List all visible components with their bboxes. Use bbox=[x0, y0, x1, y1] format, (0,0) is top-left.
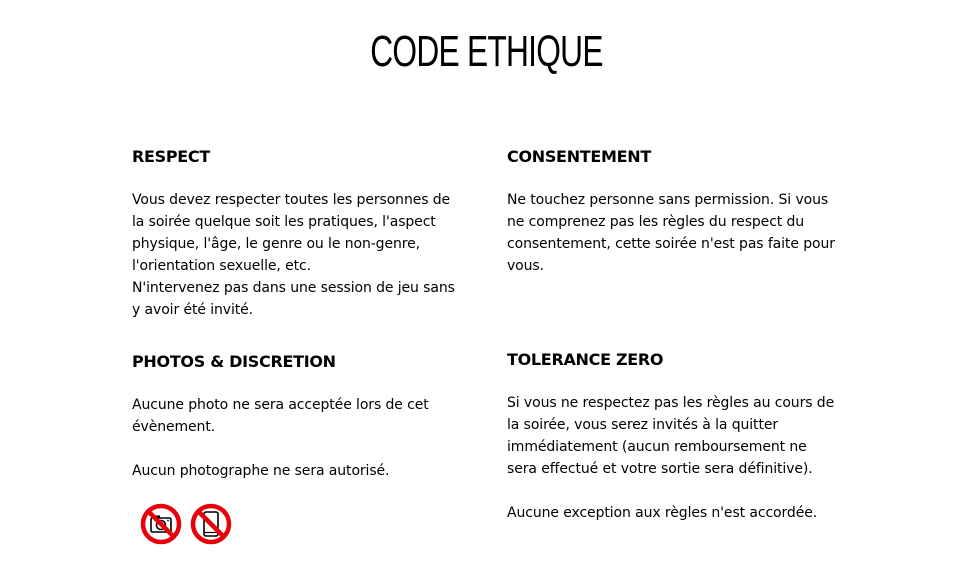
text-line: la soirée, vous serez invités à la quitter bbox=[507, 417, 779, 433]
section-photos bbox=[132, 352, 482, 482]
text-line: Vous devez respecter toutes les personnes de bbox=[132, 192, 451, 208]
section-heading: CONSENTEMENT bbox=[507, 147, 651, 166]
text-line: N'intervenez pas dans une session de jeu sans bbox=[132, 280, 455, 296]
section-heading: TOLERANCE ZERO bbox=[507, 350, 664, 369]
no-camera-icon bbox=[140, 503, 182, 545]
text-line: sera effectué et votre sortie sera définitive). bbox=[507, 461, 813, 477]
text-line: immédiatement (aucun remboursement ne bbox=[507, 439, 807, 455]
section-body bbox=[132, 394, 482, 482]
text-line: vous. bbox=[507, 258, 544, 274]
section-respect bbox=[132, 147, 482, 321]
text-line: Aucune photo ne sera acceptée lors de cet bbox=[132, 397, 429, 413]
section-body bbox=[507, 189, 857, 277]
section-body bbox=[132, 189, 482, 321]
text-line: la soirée quelque soit les pratiques, l'aspect bbox=[132, 214, 436, 230]
text-line: consentement, cette soirée n'est pas faite pour bbox=[507, 236, 835, 252]
text-line: l'orientation sexuelle, etc. bbox=[132, 258, 311, 274]
text-line: Ne touchez personne sans permission. Si vous bbox=[507, 192, 829, 208]
section-heading: RESPECT bbox=[132, 147, 210, 166]
text-line: évènement. bbox=[132, 419, 216, 435]
page-title: CODE ETHIQUE bbox=[370, 27, 603, 76]
section-heading: PHOTOS & DISCRETION bbox=[132, 352, 336, 371]
section-tolerance-zero bbox=[507, 350, 857, 524]
section-body bbox=[507, 392, 857, 524]
section-consentement bbox=[507, 147, 857, 277]
text-line: ne comprenez pas les règles du respect du bbox=[507, 214, 805, 230]
text-line: Si vous ne respectez pas les règles au cours de bbox=[507, 395, 835, 411]
text-line: y avoir été invité. bbox=[132, 302, 254, 318]
text-line: Aucun photographe ne sera autorisé. bbox=[132, 463, 390, 479]
text-line: Aucune exception aux règles n'est accordée. bbox=[507, 505, 818, 521]
no-phone-icon bbox=[190, 503, 232, 545]
text-line: physique, l'âge, le genre ou le non-genre, bbox=[132, 236, 420, 252]
prohibition-icons bbox=[140, 503, 232, 545]
